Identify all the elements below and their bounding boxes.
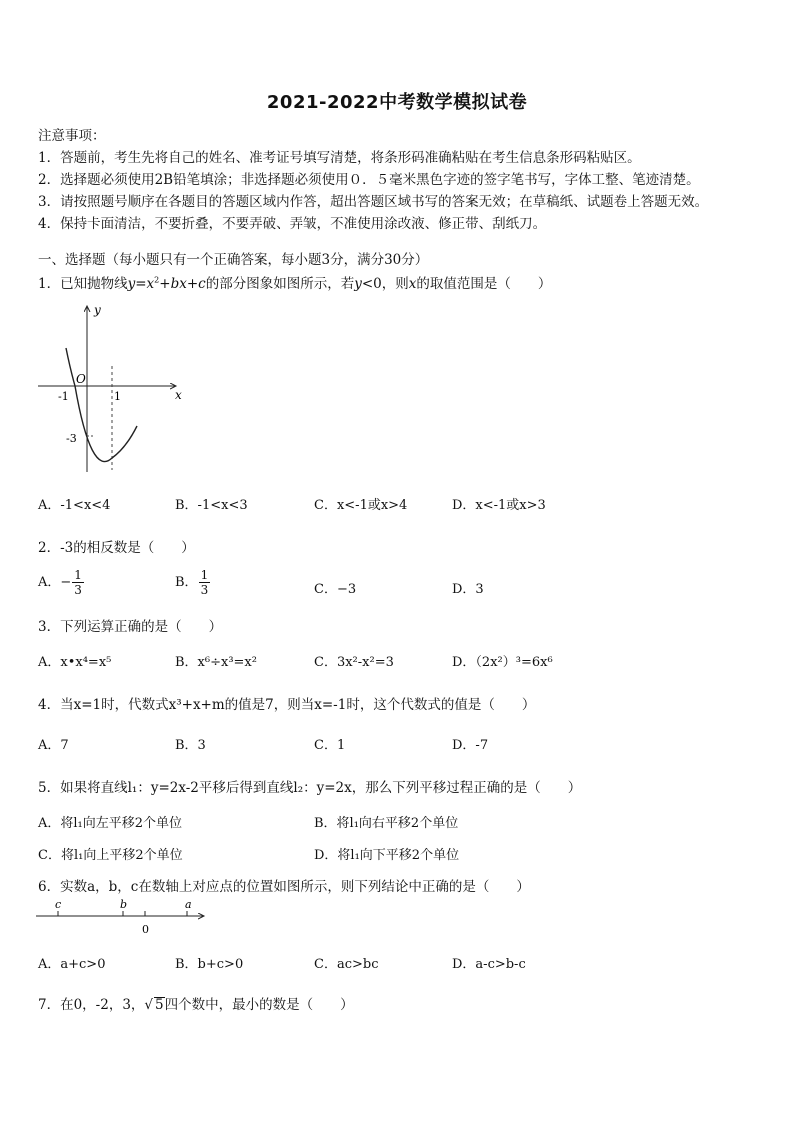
q7-post: 四个数中，最小的数是（ ） — [164, 997, 354, 1013]
q6-c-label: c — [55, 898, 62, 911]
q1-neg1-label: -1 — [58, 390, 69, 403]
question-1-stem: 1．已知抛物线$y=x^2+bx+c$的部分图象如图所示，若y<0，则x的取值范围是（ ） — [38, 275, 552, 292]
q1-pre: 1．已知抛物线 — [38, 276, 128, 292]
question-7-stem — [38, 993, 354, 1013]
question-6-stem: 6．实数a，b，c在数轴上对应点的位置如图所示，则下列结论中正确的是（ ） — [38, 879, 530, 895]
sqrt-icon: √ — [144, 997, 154, 1013]
q2-b-num: 1 — [200, 568, 209, 582]
q1-option-c: C．x<-1或x>4 — [314, 498, 408, 513]
q1-parabola-graph — [34, 298, 194, 478]
q5-option-a: A．将l₁向左平移2个单位 — [38, 816, 183, 831]
q1-post: 的取值范围是（ ） — [416, 276, 552, 292]
page-title: 2021-2022中考数学模拟试卷 — [266, 92, 528, 113]
section-heading: 一、选择题（每小题只有一个正确答案，每小题3分，满分30分） — [38, 252, 429, 268]
q2-a-fraction — [72, 568, 84, 597]
q1-origin-label: O — [76, 372, 86, 386]
question-3-stem: 3．下列运算正确的是（ ） — [38, 619, 223, 635]
q5-option-c: C．将l₁向上平移2个单位 — [38, 848, 183, 863]
q2-b-den: 3 — [200, 583, 209, 597]
q1-y-label: y — [94, 303, 101, 317]
q2-b-label: B． — [175, 575, 198, 590]
q6-option-b: B．b+c>0 — [175, 957, 244, 972]
question-4-stem: 4．当x=1时，代数式x³+x+m的值是7，则当x=-1时，这个代数式的值是（ ） — [38, 697, 536, 713]
note-item-4: 4．保持卡面清洁，不要折叠，不要弄破、弄皱，不准使用涂改液、修正带、刮纸刀。 — [38, 216, 547, 232]
q1-x-label: x — [175, 388, 182, 402]
q1-mid: 的部分图象如图所示，若 — [205, 276, 355, 292]
q2-option-c: C．−3 — [314, 582, 357, 597]
q2-option-b — [175, 568, 210, 597]
q3-option-b: B．x⁶÷x³=x² — [175, 655, 257, 670]
q4-option-b: B．3 — [175, 738, 206, 753]
q2-a-num: 1 — [74, 568, 82, 582]
q7-sqrt-value: 5 — [155, 997, 164, 1013]
q1-option-a: A．-1<x<4 — [38, 498, 111, 513]
question-2-stem: 2．-3的相反数是（ ） — [38, 540, 195, 556]
q1-mid2: ，则 — [381, 276, 409, 292]
q3-option-a: A．x•x⁴=x⁵ — [38, 655, 112, 670]
note-item-2: 2．选择题必须使用2B铅笔填涂；非选择题必须使用０．５毫米黑色字迹的签字笔书写，字体工整、笔迹清楚。 — [38, 172, 700, 188]
q4-option-c: C．1 — [314, 738, 346, 753]
q6-option-c: C．ac>bc — [314, 957, 379, 972]
q6-number-line — [34, 896, 214, 938]
q4-option-a: A．7 — [38, 738, 69, 753]
q1-pos1-label: 1 — [114, 390, 121, 403]
q2-a-label: A．− — [38, 575, 72, 590]
q6-zero-label: 0 — [142, 923, 149, 936]
note-item-1: 1．答题前，考生先将自己的姓名、准考证号填写清楚，将条形码准确粘贴在考生信息条形码粘贴区。 — [38, 150, 641, 166]
q6-b-label: b — [120, 898, 128, 911]
note-item-3: 3．请按照题号顺序在各题目的答题区域内作答，超出答题区域书写的答案无效；在草稿纸、试题卷上答题无效。 — [38, 194, 709, 210]
q3-option-c: C．3x²-x²=3 — [314, 655, 394, 670]
q2-option-d: D．3 — [452, 582, 484, 597]
q1-option-d: D．x<-1或x>3 — [452, 498, 546, 513]
q3-option-d: D．（2x²）³=6x⁶ — [452, 655, 553, 670]
q5-option-b: B．将l₁向右平移2个单位 — [314, 816, 459, 831]
q1-option-b: B．-1<x<3 — [175, 498, 248, 513]
q4-option-d: D．-7 — [452, 738, 489, 753]
q1-neg3-label: -3 — [66, 432, 77, 445]
q5-option-d: D．将l₁向下平移2个单位 — [314, 848, 460, 863]
q6-option-a: A．a+c>0 — [38, 957, 106, 972]
notes-heading: 注意事项： — [38, 128, 106, 144]
q6-a-label: a — [185, 898, 192, 911]
q6-option-d: D．a-c>b-c — [452, 957, 526, 972]
question-5-stem: 5．如果将直线l₁：y=2x-2平移后得到直线l₂：y=2x，那么下列平移过程正确的是（ ） — [38, 780, 582, 796]
q2-b-fraction — [199, 568, 211, 597]
q2-a-den: 3 — [74, 583, 82, 597]
q2-option-a — [38, 568, 84, 597]
q7-pre: 7．在0，-2，3， — [38, 997, 145, 1013]
